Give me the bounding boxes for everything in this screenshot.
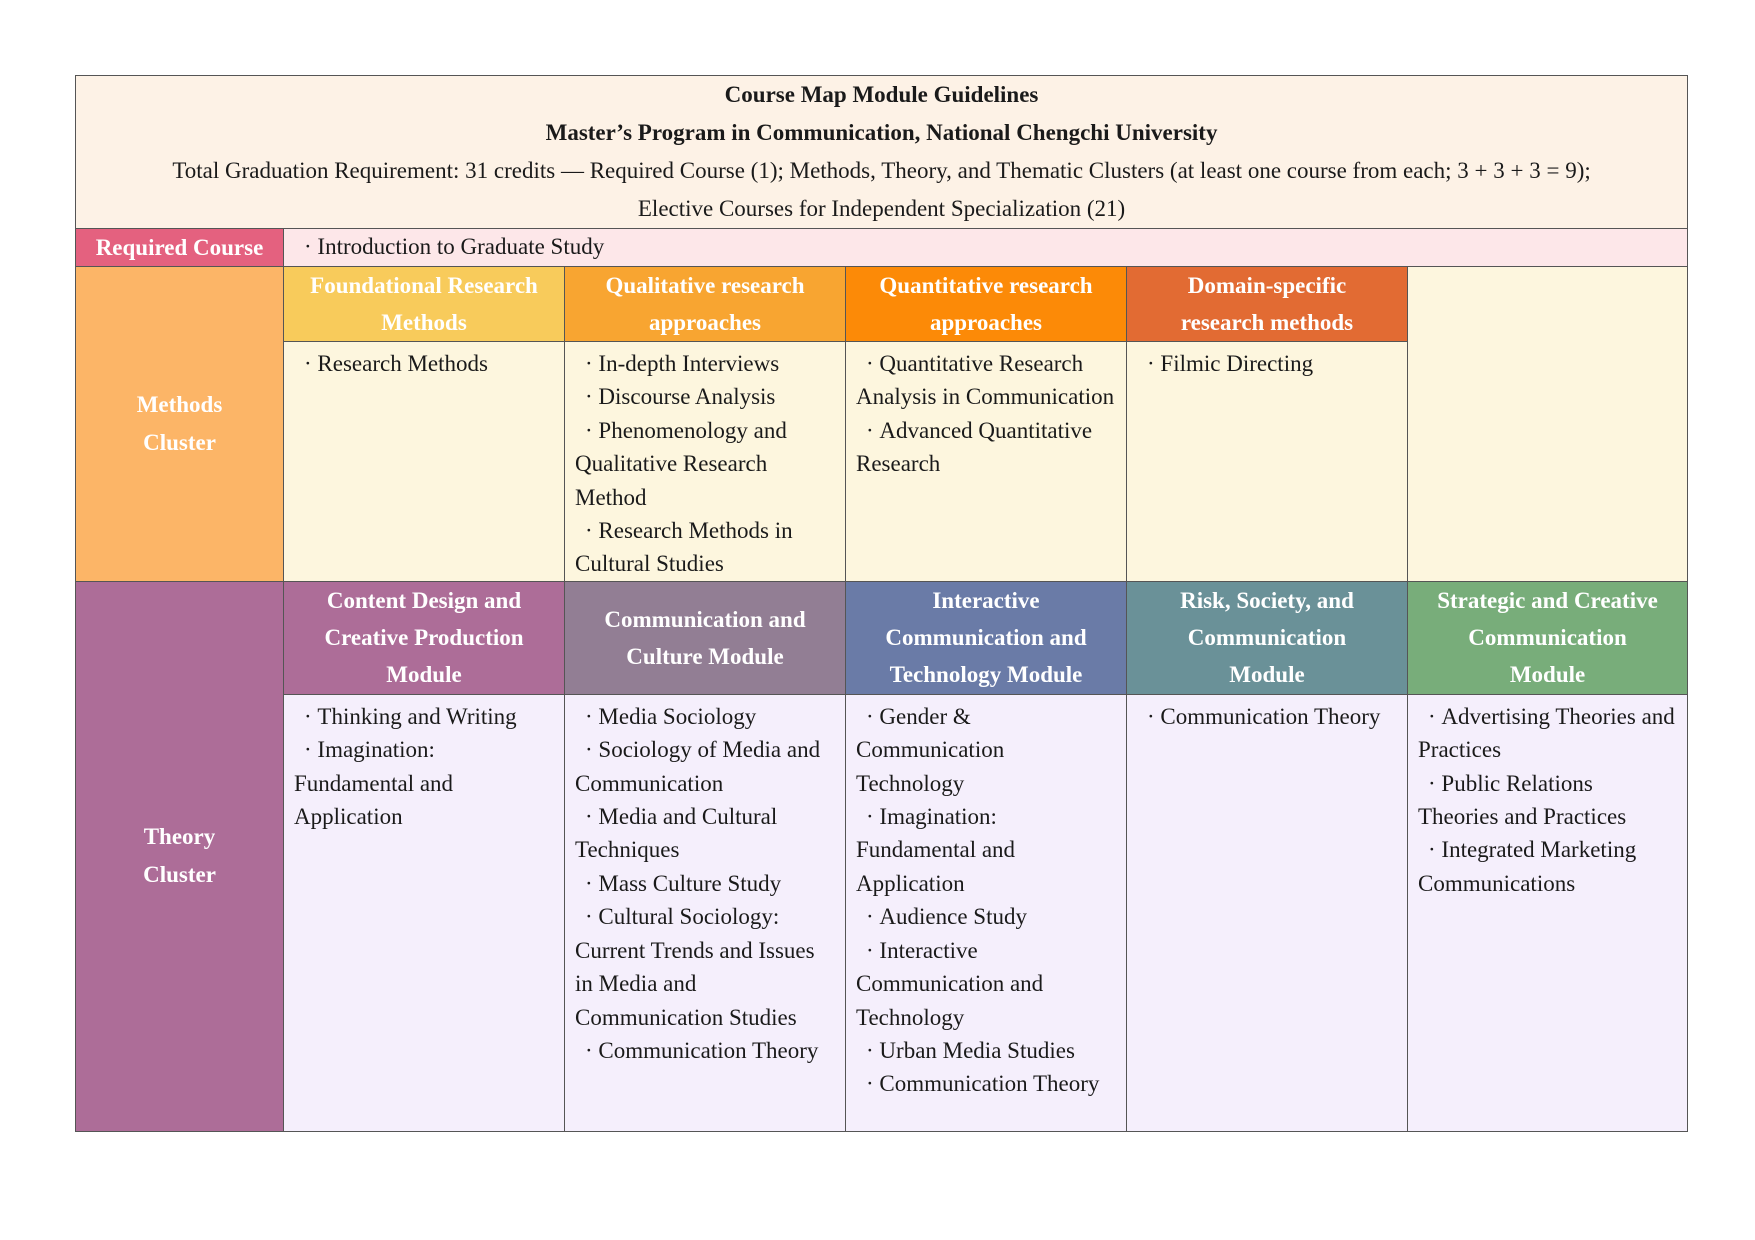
column-title-line: Methods [381, 310, 467, 335]
column-title-line: Culture Module [626, 643, 784, 669]
methods-course-cell [565, 342, 846, 582]
course-item: · Media Sociology [575, 700, 835, 733]
requirement-line-1: Total Graduation Requirement: 31 credits — Required Course (1); Methods, Theory, and Thematic Clusters (at least one course from each; 3 + 3 + 3 = 9); [172, 158, 1591, 183]
theory-course-cell [1408, 694, 1688, 1131]
theory-body-row [76, 694, 1688, 1131]
column-title-line: Qualitative research [605, 273, 805, 298]
course-item: · Phenomenology and Qualitative Research Method [575, 414, 835, 514]
course-list [1408, 695, 1687, 900]
course-item: · Gender & Communication Technology [856, 700, 1116, 800]
course-item: · Research Methods in Cultural Studies [575, 514, 835, 581]
course-list [565, 695, 845, 1067]
course-item: · Communication Theory [856, 1067, 1116, 1100]
methods-label-line-1: Methods [136, 391, 223, 417]
course-item: · Discourse Analysis [575, 380, 835, 413]
column-title-line: Module [1509, 662, 1586, 688]
course-list [284, 342, 564, 380]
column-title-line: research methods [1180, 310, 1354, 335]
theory-column-header [1127, 581, 1408, 694]
column-title-line: Module [386, 662, 462, 688]
course-map-table [75, 75, 1688, 1132]
course-item: · Imagination: Fundamental and Application [294, 733, 554, 833]
course-list [1127, 342, 1407, 380]
course-item: · Interactive Communication and Technology [856, 934, 1116, 1034]
theory-header-row [76, 581, 1688, 694]
column-title-line: Strategic and Creative [1437, 588, 1658, 614]
theory-column-header [565, 581, 846, 694]
column-title-line: Creative Production [324, 625, 524, 651]
course-item: · Quantitative Research Analysis in Communication [856, 347, 1116, 414]
methods-header-row [76, 267, 1688, 342]
theory-column-header [846, 581, 1127, 694]
column-title-line: Technology Module [889, 662, 1083, 688]
course-item: · Imagination: Fundamental and Application [856, 800, 1116, 900]
column-title-line: Communication and [885, 625, 1087, 651]
methods-column-header [846, 267, 1127, 342]
course-list [565, 342, 845, 581]
course-item: · Thinking and Writing [294, 700, 554, 733]
course-item: · Communication Theory [1137, 700, 1397, 733]
page-title: Course Map Module Guidelines [724, 82, 1039, 107]
course-item: · Integrated Marketing Communications [1418, 833, 1677, 900]
theory-course-cell [846, 694, 1127, 1131]
theory-column-header [1408, 581, 1688, 694]
column-title-line: Foundational Research [310, 273, 538, 298]
course-item: · In-depth Interviews [575, 347, 835, 380]
course-item: · Audience Study [856, 900, 1116, 933]
course-item: · Cultural Sociology: Current Trends and Issues in Media and Communication Studies [575, 900, 835, 1034]
methods-cluster-label [76, 267, 284, 582]
course-item: · Research Methods [294, 347, 554, 380]
course-item: · Urban Media Studies [856, 1034, 1116, 1067]
methods-label-line-2: Cluster [143, 429, 216, 455]
required-course-label: Required Course [76, 229, 284, 267]
course-item: · Sociology of Media and Communication [575, 733, 835, 800]
course-list [1127, 695, 1407, 733]
theory-course-cell [284, 694, 565, 1131]
column-title-line: Interactive [932, 588, 1040, 614]
column-title-line: Communication [1187, 625, 1347, 651]
column-title-line: Communication [1468, 625, 1627, 651]
column-title-line: Module [1229, 662, 1305, 688]
header-cell [76, 76, 1688, 229]
course-item: · Advanced Quantitative Research [856, 414, 1116, 481]
column-title-line: Content Design and [326, 588, 522, 614]
theory-cluster-label [76, 581, 284, 1131]
course-list [284, 695, 564, 834]
course-item: · Media and Cultural Techniques [575, 800, 835, 867]
methods-column-header [284, 267, 565, 342]
course-list [846, 695, 1126, 1101]
column-title-line: Quantitative research [879, 273, 1093, 298]
header-row [76, 76, 1688, 229]
required-course-item: · Introduction to Graduate Study [300, 234, 604, 259]
methods-course-cell [846, 342, 1127, 582]
course-list [846, 342, 1126, 481]
course-item: · Filmic Directing [1137, 347, 1397, 380]
course-item: · Communication Theory [575, 1034, 835, 1067]
methods-column-header [1127, 267, 1408, 342]
column-title-line: Risk, Society, and [1180, 588, 1354, 614]
column-title-line: approaches [648, 310, 762, 335]
column-title-line: approaches [929, 310, 1043, 335]
methods-course-cell [1127, 342, 1408, 582]
program-subtitle: Master’s Program in Communication, National Chengchi University [545, 120, 1218, 145]
theory-column-header [284, 581, 565, 694]
course-item: · Advertising Theories and Practices [1418, 700, 1677, 767]
methods-column-header [565, 267, 846, 342]
theory-course-cell [565, 694, 846, 1131]
column-title-line: Communication and [604, 606, 806, 632]
column-title-line: Domain-specific [1187, 273, 1347, 298]
theory-label-line-2: Cluster [143, 862, 216, 888]
required-course-cell [284, 229, 1688, 267]
course-item: · Public Relations Theories and Practices [1418, 767, 1677, 834]
methods-course-cell [284, 342, 565, 582]
methods-empty-cell [1408, 267, 1688, 582]
theory-label-line-1: Theory [143, 824, 216, 850]
course-item: · Mass Culture Study [575, 867, 835, 900]
theory-course-cell [1127, 694, 1408, 1131]
required-row [76, 229, 1688, 267]
requirement-line-2: Elective Courses for Independent Specialization (21) [637, 196, 1126, 221]
